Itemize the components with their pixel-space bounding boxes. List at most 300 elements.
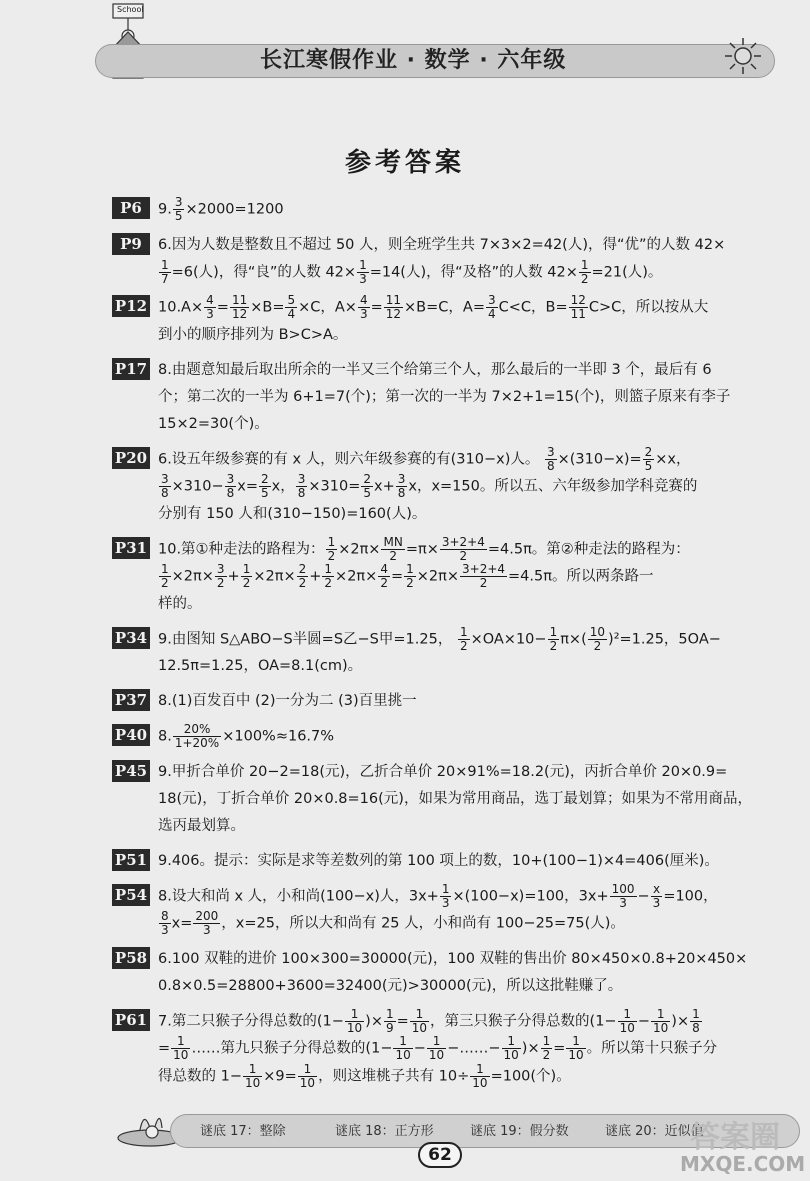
fraction	[384, 294, 403, 321]
answer-text: 0.8×0.5=28800+3600=32400(元)>30000(元)，所以这批鞋赚了。	[158, 977, 623, 994]
answer-text: )×	[671, 1013, 690, 1029]
fraction-denominator: 10	[472, 1075, 488, 1090]
fraction-denominator: 8	[397, 486, 406, 500]
answer-text: +	[309, 568, 322, 585]
answer-text: ×2π×	[338, 541, 381, 557]
answer-entry	[112, 294, 762, 349]
fraction-denominator: 2	[593, 638, 602, 653]
fraction-denominator: 5	[644, 458, 653, 473]
fraction	[440, 536, 487, 563]
fraction	[502, 1035, 521, 1062]
fraction-denominator: 5	[174, 209, 183, 223]
book-title: 长江寒假作业 · 数学 · 六年级	[260, 48, 567, 73]
answer-line	[158, 259, 762, 287]
answer-text: ×B=C，A=	[404, 299, 485, 316]
riddle-hint-19: 谜底 19：假分数	[470, 1124, 569, 1139]
answer-line	[158, 653, 762, 680]
fraction-numerator: 20%	[173, 723, 221, 737]
fraction-numerator: MN	[383, 535, 403, 549]
fraction-denominator: 10	[395, 1048, 411, 1062]
page-tag: P54	[112, 884, 150, 906]
riddle-hint-20: 谜底 20：近似值	[605, 1124, 704, 1139]
answer-text: 到小的顺序排列为 B>C>A。	[158, 326, 348, 343]
fraction-denominator: 3	[441, 895, 450, 910]
fraction-denominator: 4	[287, 307, 296, 321]
answer-line	[158, 813, 762, 840]
fraction-denominator: 8	[161, 486, 169, 500]
fraction-numerator: 1	[359, 258, 367, 272]
fraction-denominator: 2	[542, 1048, 551, 1062]
fraction-numerator: 100	[611, 882, 635, 896]
answer-text: ×B=	[250, 299, 285, 316]
answer-line	[158, 196, 762, 224]
answer-line	[158, 626, 762, 654]
answer-text: 9.	[158, 201, 172, 218]
fraction-numerator: 1	[393, 1035, 412, 1049]
fraction-numerator: 3	[226, 473, 235, 486]
answer-text: −	[637, 888, 650, 904]
answer-entry	[112, 196, 762, 224]
answer-text: )×	[365, 1013, 383, 1029]
answer-text: x=	[237, 478, 258, 495]
page-tag: P58	[112, 947, 150, 969]
fraction	[326, 536, 338, 563]
answer-text: =6(人)，得“良”的人数 42×	[171, 264, 357, 280]
page-tag: P34	[112, 627, 150, 649]
fraction-denominator: 10	[244, 1075, 261, 1090]
fraction-numerator: 2	[644, 445, 653, 459]
fraction-denominator: 2	[324, 576, 333, 590]
answer-entry	[112, 946, 762, 1000]
page-header	[95, 0, 775, 90]
fraction-denominator: 2	[389, 548, 397, 563]
fraction-numerator: 1	[406, 563, 414, 576]
fraction-numerator: 1	[459, 625, 468, 639]
fraction	[458, 626, 470, 653]
fraction-denominator: 10	[503, 1048, 519, 1062]
fraction-denominator: 10	[619, 1020, 635, 1035]
answer-text: 18(元)，丁折合单价 20×0.8=16(元)，如果为常用商品，选丁最划算；如果为不常用商品，	[158, 790, 752, 807]
fraction	[230, 294, 249, 321]
page-tag: P45	[112, 760, 150, 782]
answer-text: ×(310−x)=	[557, 451, 642, 467]
page-tag: P51	[112, 849, 150, 871]
fraction-numerator: 1	[161, 563, 169, 576]
page-tag: P9	[112, 233, 150, 255]
fraction	[427, 1035, 446, 1062]
fraction-denominator: 3	[206, 307, 214, 321]
fraction-denominator: 8	[546, 458, 555, 473]
fraction	[159, 910, 171, 937]
fraction-numerator: x	[651, 883, 663, 897]
page-tag: P12	[112, 295, 150, 317]
fraction	[159, 259, 171, 286]
answer-text: ×2000=1200	[185, 201, 284, 218]
answer-text: ×100%≈16.7%	[222, 728, 335, 745]
watermark-logo: 答案圈	[690, 1120, 780, 1155]
fraction-numerator: 1	[327, 535, 336, 549]
answer-entry	[112, 446, 762, 528]
fraction	[259, 473, 271, 500]
answer-text: 6.因为人数是整数且不超过 50 人，则全班学生共 7×3×2=42(人)，得“优”的人数 42×	[158, 236, 726, 253]
fraction-denominator: 2	[479, 576, 488, 590]
fraction-numerator: 1	[441, 882, 450, 896]
answer-text: ×2π×	[253, 568, 296, 585]
fraction-numerator: 3	[216, 563, 225, 576]
fraction	[610, 883, 637, 910]
page-tag: P31	[112, 537, 150, 559]
fraction-numerator: 1	[243, 1063, 262, 1077]
fraction-numerator: 1	[298, 1063, 317, 1077]
fraction-numerator: 1	[692, 1007, 700, 1021]
fraction-numerator: 3+2+4	[462, 563, 506, 576]
answer-text: ×(100−x)=100，3x+	[452, 888, 609, 904]
answer-text: 8.设大和尚 x 人，小和尚(100−x)人，3x+	[158, 888, 439, 904]
fraction-denominator: 9	[385, 1020, 394, 1035]
answer-text: ×2π×	[416, 568, 460, 585]
fraction	[225, 473, 237, 500]
page-tag: P40	[112, 724, 150, 746]
fraction	[296, 473, 308, 500]
fraction-denominator: 8	[692, 1020, 700, 1035]
fraction	[357, 259, 369, 286]
answer-line	[158, 946, 762, 973]
fraction	[193, 910, 220, 937]
answer-line	[158, 446, 762, 474]
answer-line	[158, 536, 762, 564]
answer-text: )²=1.25，5OA−	[608, 631, 721, 647]
fraction	[588, 626, 607, 653]
fraction-denominator: 3	[652, 895, 661, 910]
fraction	[643, 446, 655, 473]
fraction-numerator: 2	[363, 473, 371, 486]
answer-text: 样的。	[158, 595, 202, 612]
fraction-denominator: 2	[161, 576, 169, 590]
answer-text: ，则这堆桃子共有 10÷	[318, 1068, 470, 1084]
answer-text: ×310=	[308, 478, 361, 495]
fraction-numerator: 8	[161, 910, 169, 923]
fraction-numerator: 4	[380, 563, 388, 576]
answer-text: x+	[374, 478, 395, 495]
fraction-denominator: 5	[261, 486, 269, 500]
fraction	[322, 563, 334, 590]
fraction-denominator: 7	[161, 271, 169, 286]
answer-line	[158, 759, 762, 786]
page-tag: P17	[112, 358, 150, 380]
fraction	[159, 473, 171, 500]
answer-text: 6.设五年级参赛的有 x 人，则六年级参赛的有(310−x)人。	[158, 451, 544, 467]
fraction	[569, 294, 588, 321]
fraction-numerator: 3	[487, 294, 496, 307]
page-tag: P37	[112, 689, 150, 711]
answer-text: ×C，A×	[298, 299, 357, 316]
answer-text: C<C，B=	[498, 299, 568, 316]
fraction-denominator: 10	[299, 1075, 316, 1090]
fraction	[440, 883, 452, 910]
riddle-hint-18: 谜底 18：正方形	[335, 1124, 434, 1139]
answer-text: +	[227, 568, 240, 585]
fraction-numerator: 11	[231, 294, 248, 307]
fraction	[404, 563, 416, 590]
sun-gear-icon	[723, 36, 763, 76]
answer-line	[158, 563, 762, 591]
answer-text: )×	[521, 1040, 540, 1057]
answer-entry	[112, 759, 762, 840]
fraction-denominator: 5	[363, 486, 371, 500]
fraction-denominator: 10	[173, 1048, 189, 1062]
answer-entry	[112, 688, 762, 715]
answer-line	[158, 501, 762, 528]
answer-text: C>C，所以按从大	[588, 299, 709, 316]
answer-text: 10.A×	[158, 299, 204, 316]
fraction	[460, 563, 507, 590]
fraction-denominator: 8	[226, 486, 235, 500]
fraction-numerator: 1	[242, 563, 251, 576]
fraction	[298, 1063, 317, 1090]
fraction	[579, 259, 591, 286]
answer-line	[158, 232, 762, 259]
answer-line	[158, 384, 762, 411]
fraction-numerator: 1	[171, 1035, 190, 1049]
fraction-numerator: 200	[195, 910, 219, 923]
answer-text: 个；第二次的一半为 6+1=7(个)；第一次的一半为 7×2+1=15(个)，则篮子原来有李子	[158, 388, 731, 405]
fraction	[361, 473, 373, 500]
answer-line	[158, 411, 762, 438]
fraction-numerator: 1	[549, 625, 558, 639]
answer-text: ，第三只猴子分得总数的(1−	[430, 1013, 617, 1029]
fraction-numerator: 1	[324, 563, 333, 576]
fraction-denominator: 3	[359, 307, 368, 321]
fraction-numerator: 3	[397, 473, 406, 486]
school-sign-text: School	[117, 5, 144, 14]
fraction	[486, 294, 498, 321]
answer-text: 15×2=30(个)。	[158, 415, 269, 432]
fraction-numerator: 3	[546, 445, 555, 459]
fraction	[541, 1035, 553, 1062]
answer-entry	[112, 536, 762, 618]
fraction-numerator: 1	[618, 1008, 637, 1022]
fraction-numerator: 2	[261, 473, 269, 486]
fraction-denominator: 3	[161, 923, 169, 937]
fraction-numerator: 3	[174, 196, 183, 209]
answer-line	[158, 973, 762, 1000]
answer-line	[158, 883, 762, 911]
fraction-numerator: 3	[161, 473, 169, 486]
answer-text: =	[396, 1013, 409, 1029]
answer-text: 8.(1)百发百中 (2)一分为二 (3)百里挑一	[158, 693, 417, 709]
fraction-numerator: 1	[470, 1063, 489, 1077]
page-tag: P20	[112, 447, 150, 469]
fraction	[173, 723, 221, 750]
answer-list	[112, 196, 762, 1098]
fraction	[410, 1008, 429, 1035]
answer-text: 8.由题意知最后取出所余的一半又三个给第三个人，那么最后的一半即 3 个，最后有 6	[158, 361, 712, 378]
answer-text: −……−	[447, 1040, 501, 1057]
answer-entry	[112, 723, 762, 751]
fraction-denominator: 10	[653, 1020, 669, 1035]
fraction-denominator: 8	[297, 486, 306, 500]
fraction-denominator: 2	[216, 576, 225, 590]
fraction	[215, 563, 227, 590]
fraction-numerator: 1	[566, 1035, 585, 1049]
fraction-denominator: 10	[568, 1048, 584, 1062]
answer-text: =π×	[405, 541, 439, 557]
answer-text: =	[158, 1040, 171, 1057]
fraction	[345, 1008, 364, 1035]
answer-text: 9.406。提示：实际是求等差数列的第 100 项上的数，10+(100−1)×4=406(厘米)。	[158, 852, 719, 869]
fraction	[566, 1035, 585, 1062]
fraction-numerator: 4	[206, 294, 214, 307]
answer-text: =100，	[663, 888, 718, 904]
answer-text: =100(个)。	[490, 1068, 571, 1084]
answer-text: 9.由图知 S△ABO−S半圆=S乙−S甲=1.25，	[158, 631, 457, 647]
answer-text: ×310−	[171, 478, 224, 495]
answer-text: 得总数的 1−	[158, 1068, 242, 1084]
answer-text: ×2π×	[171, 568, 214, 585]
answer-text: π×(	[560, 631, 587, 647]
answer-text: =14(人)，得“及格”的人数 42×	[369, 264, 578, 280]
answer-line	[158, 786, 762, 813]
fraction-numerator: 1	[385, 1007, 394, 1021]
answer-text: 。所以第十只猴子分	[586, 1040, 718, 1057]
fraction-numerator: 4	[359, 294, 368, 307]
fraction-denominator: 3	[359, 271, 367, 286]
answer-entry	[112, 232, 762, 287]
fraction	[241, 563, 253, 590]
answer-text: x=	[171, 915, 193, 932]
answer-entry	[112, 883, 762, 938]
answer-text: =	[370, 299, 383, 316]
fraction	[384, 1008, 396, 1035]
answer-text: 12.5π=1.25，OA=8.1(cm)。	[158, 658, 363, 674]
answer-line	[158, 322, 762, 349]
answer-text: −	[637, 1013, 651, 1029]
answer-text: ×9=	[263, 1068, 297, 1084]
page-number: 62	[418, 1142, 462, 1168]
fraction-denominator: 3	[203, 923, 211, 937]
fraction-denominator: 4	[487, 307, 496, 321]
fraction	[393, 1035, 412, 1062]
answer-line	[158, 1008, 762, 1036]
page-title: 参考答案	[344, 148, 465, 178]
fraction	[651, 1008, 670, 1035]
answer-entry	[112, 626, 762, 681]
fraction-numerator: 1	[427, 1035, 446, 1049]
answer-line	[158, 473, 762, 501]
answer-text: 选丙最划算。	[158, 817, 245, 834]
fraction-numerator: 1	[502, 1035, 521, 1049]
answer-line	[158, 688, 762, 715]
fraction-numerator: 1	[580, 258, 589, 272]
fraction-numerator: 3+2+4	[441, 535, 485, 549]
fraction-numerator: 10	[589, 625, 606, 639]
fraction-numerator: 5	[287, 294, 296, 307]
fraction	[243, 1063, 262, 1090]
fraction-denominator: 2	[580, 271, 589, 286]
answer-text: 10.第①种走法的路程为：	[158, 541, 325, 557]
fraction-denominator: 2	[242, 576, 251, 590]
answer-text: 分别有 150 人和(310−150)=160(人)。	[158, 505, 427, 522]
fraction-numerator: 1	[651, 1008, 670, 1022]
answer-text: 9.甲折合单价 20−2=18(元)，乙折合单价 20×91%=18.2(元)，丙折合单价 20×0.9=	[158, 763, 728, 780]
fraction-denominator: 2	[549, 638, 558, 653]
fraction	[470, 1063, 489, 1090]
answer-text: x，x=150。所以五、六年级参加学科竞赛的	[408, 478, 698, 495]
answer-line	[158, 1063, 762, 1091]
answer-line	[158, 723, 762, 751]
fraction-numerator: 1	[345, 1008, 364, 1022]
fraction-denominator: 12	[231, 307, 248, 321]
answer-text: −	[413, 1040, 426, 1057]
answer-entry	[112, 1008, 762, 1091]
answer-line	[158, 294, 762, 322]
answer-text: =	[390, 568, 404, 585]
answer-text: ×x，	[655, 451, 691, 467]
fraction-numerator: 3	[297, 473, 306, 486]
answer-line	[158, 1035, 762, 1063]
fraction-denominator: 2	[327, 548, 336, 563]
answer-text: ……第九只猴子分得总数的(1−	[191, 1040, 393, 1057]
fraction	[171, 1035, 190, 1062]
fraction-denominator: 3	[619, 895, 627, 910]
page-tag: P6	[112, 197, 150, 219]
answer-line	[158, 591, 762, 618]
fraction-denominator: 2	[298, 576, 307, 590]
answer-text: x，	[271, 478, 295, 495]
fraction	[651, 883, 663, 910]
fraction	[297, 563, 309, 590]
fraction-numerator: 1	[161, 258, 169, 272]
fraction-denominator: 2	[459, 548, 468, 563]
fraction	[173, 196, 185, 223]
answer-line	[158, 357, 762, 384]
answer-text: 6.100 双鞋的进价 100×300=30000(元)，100 双鞋的售出价 80×450×0.8+20×450×	[158, 950, 748, 967]
fraction-denominator: 2	[406, 576, 414, 590]
fraction-denominator: 2	[380, 576, 388, 590]
answer-text: =21(人)。	[591, 264, 663, 280]
riddle-hint-17: 谜底 17：整除	[200, 1124, 286, 1139]
fraction-denominator: 12	[385, 307, 402, 321]
fraction-denominator: 2	[459, 638, 468, 653]
fraction	[548, 626, 560, 653]
answer-text: =4.5π。所以两条路一	[508, 568, 654, 585]
fraction	[378, 563, 390, 590]
answer-text: =	[553, 1040, 566, 1057]
watermark-url: MXQE.COM	[680, 1152, 806, 1176]
answer-entry	[112, 357, 762, 438]
fraction	[545, 446, 557, 473]
fraction-denominator: 10	[411, 1020, 428, 1035]
answer-text: 8.	[158, 728, 172, 745]
fraction-denominator: 11	[570, 307, 586, 321]
answer-line	[158, 910, 762, 938]
answer-text: ×2π×	[335, 568, 378, 585]
answer-line	[158, 848, 762, 875]
fraction	[396, 473, 408, 500]
answer-text: 7.第二只猴子分得总数的(1−	[158, 1013, 344, 1029]
fraction-numerator: 12	[570, 294, 586, 307]
answer-text: ×OA×10−	[470, 631, 547, 647]
fraction-denominator: 1+20%	[174, 736, 220, 750]
fraction-denominator: 10	[346, 1020, 363, 1035]
fraction	[690, 1008, 702, 1035]
fraction-numerator: 1	[410, 1008, 429, 1022]
fraction	[618, 1008, 637, 1035]
fraction-denominator: 10	[428, 1048, 445, 1062]
fraction	[358, 294, 370, 321]
fraction-numerator: 1	[542, 1035, 551, 1048]
fraction	[159, 563, 171, 590]
